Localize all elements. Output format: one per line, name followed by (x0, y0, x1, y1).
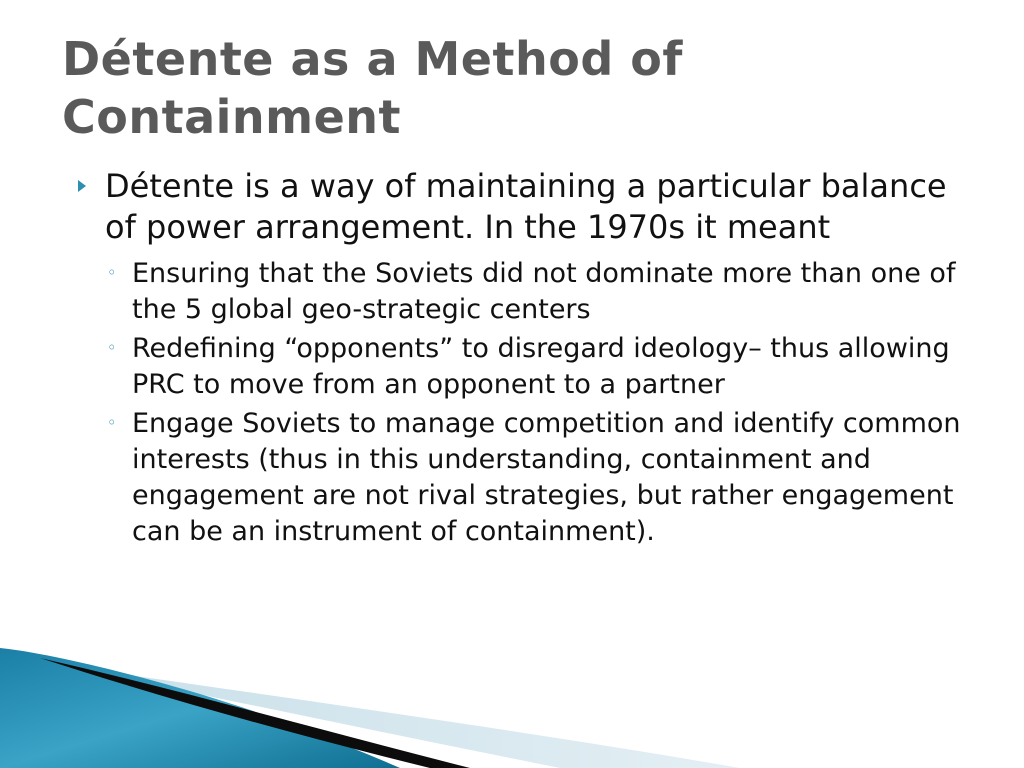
sub-bullet-text: Engage Soviets to manage competition and identify common interests (thus in this understanding, containment and engagement are not rival strategies, but rather engagement can be an instrument of containment). (132, 408, 961, 547)
circle-bullet-icon: ◦ (107, 263, 117, 282)
sub-bullet-item (105, 331, 962, 403)
sub-bullet-item (105, 256, 962, 328)
triangle-bullet-icon (78, 180, 86, 192)
bullet-item (78, 166, 950, 248)
sub-bullet-item (105, 406, 962, 550)
bullet-text: Détente is a way of maintaining a particular balance of power arrangement. In the 1970s it meant (105, 167, 947, 246)
slide-body (78, 166, 978, 553)
sub-bullet-text: Redefining “opponents” to disregard ideology– thus allowing PRC to move from an opponent to a partner (132, 333, 950, 400)
sub-bullet-text: Ensuring that the Soviets did not dominate more than one of the 5 global geo-strategic centers (132, 258, 956, 325)
circle-bullet-icon: ◦ (107, 413, 117, 432)
sub-bullet-list (78, 256, 978, 550)
slide-title: Détente as a Method of Containment (62, 32, 683, 144)
circle-bullet-icon: ◦ (107, 338, 117, 357)
